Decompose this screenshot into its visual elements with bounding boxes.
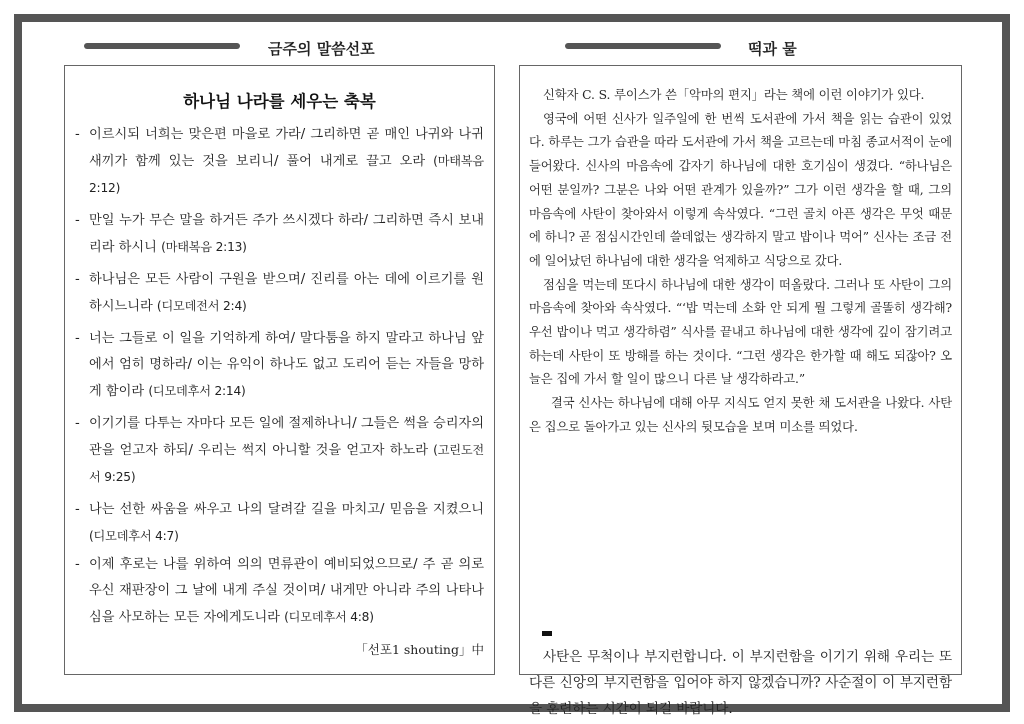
verse-text: 하나님은 모든 사람이 구원을 받으며/ 진리를 아는 데에 이르기를 원하시느니라: [89, 272, 484, 314]
story-paragraph: 결국 신사는 하나님에 대해 아무 지식도 얻지 못한 채 도서관을 나왔다. 사탄은 집으로 돌아가고 있는 신사의 뒷모습을 보며 미소를 띄었다.: [529, 396, 952, 434]
story-text: [529, 84, 952, 440]
left-header-title: 금주의 말씀선포: [268, 40, 375, 58]
section-marker-icon: [542, 631, 552, 636]
verse-item: - 나는 선한 싸움을 싸우고 나의 달려갈 길을 마치고/ 믿음을 지켰으니 (디모데후서 4:7): [75, 502, 484, 543]
verse-item: - 이제 후로는 나를 위하여 의의 면류관이 예비되었으므로/ 주 곧 의로우신 재판장이 그 날에 내게 주실 것이며/ 내게만 아니라 주의 나타나심을 사모하는 모든 자에게도니라 (디모데후서 4:8): [75, 557, 484, 625]
verse-text: 만일 누가 무슨 말을 하거든 주가 쓰시겠다 하라/ 그리하면 즉시 보내리라 하시니: [89, 213, 484, 255]
verse-item: - 하나님은 모든 사람이 구원을 받으며/ 진리를 아는 데에 이르기를 원하시느니라 (디모데전서 2:4): [75, 272, 484, 314]
right-header-title: 떡과 물: [748, 40, 797, 58]
verse-item: - 만일 누가 무슨 말을 하거든 주가 쓰시겠다 하라/ 그리하면 즉시 보내리라 하시니 (마태복음 2:13): [75, 213, 484, 255]
sermon-title: 하나님 나라를 세우는 축복: [183, 92, 376, 111]
closing-paragraph: 사탄은 무척이나 부지런합니다. 이 부지런함을 이기기 위해 우리는 또 다른 신앙의 부지런함을 입어야 하지 않겠습니까? 사순절이 이 부지런함을 훈련하는 시간이 되길 바랍니다.: [529, 649, 952, 717]
left-header-bar: [84, 43, 240, 49]
verse-item: - 이기기를 다투는 자마다 모든 일에 절제하나니/ 그들은 썩을 승리자의 관을 얻고자 하되/ 우리는 썩지 아니할 것을 얻고자 하노라 (고린도전서 9:25): [75, 416, 484, 484]
story-paragraph: 점심을 먹는데 또다시 하나님에 대한 생각이 떠올랐다. 그러나 또 사탄이 그의 마음속에 찾아와 속삭였다. “‘밥 먹는데 소화 안 되게 뭘 그렇게 골똘히 생각해? 우선 밥이나 먹고 생각하렴” 식사를 끝내고 하나님에 대한 생각에 깊이 잠기려고 하는데 사탄이 또 방해를 하는 것이다. “그런 생각은 한가할 때 해도 되잖아? 오늘은 집에 가서 할 일이 많으니 다른 날 생각하라고.”: [529, 277, 952, 387]
verse-reference: (마태복음 2:12): [89, 154, 484, 195]
verse-item: - 이르시되 너희는 맞은편 마을로 가라/ 그리하면 곧 매인 나귀와 나귀 새끼가 함께 있는 것을 보리니/ 풀어 내게로 끌고 오라 (마태복음 2:12): [75, 127, 484, 195]
sermon-box: [64, 65, 495, 675]
story-paragraph: 신학자 C. S. 루이스가 쓴「악마의 편지」라는 책에 이런 이야기가 있다.: [543, 88, 925, 102]
right-header-bar: [565, 43, 721, 49]
verse-reference: (디모데전서 2:4): [156, 299, 247, 313]
verse-item: - 너는 그들로 이 일을 기억하게 하여/ 말다툼을 하지 말라고 하나님 앞에서 엄히 명하라/ 이는 유익이 하나도 없고 도리어 듣는 자들을 망하게 함이라 (디모데후서 2:14): [75, 331, 484, 399]
verse-text: 나는 선한 싸움을 싸우고 나의 달려갈 길을 마치고/ 믿음을 지켰으니: [89, 502, 484, 517]
verse-text: 이제 후로는 나를 위하여 의의 면류관이 예비되었으므로/ 주 곧 의로우신 재판장이 그 날에 내게 주실 것이며/ 내게만 아니라 주의 나타나심을 사모하는 모든 자에게도니라: [89, 557, 484, 625]
verse-list: [75, 122, 484, 636]
verse-reference: (디모데후서 2:14): [148, 384, 246, 398]
verse-reference: (디모데후서 4:7): [89, 529, 179, 543]
verse-reference: (디모데후서 4:8): [284, 610, 374, 624]
story-paragraph: 영국에 어떤 신사가 일주일에 한 번씩 도서관에 가서 책을 읽는 습관이 있었다. 하루는 그가 습관을 따라 도서관에 가서 책을 고르는데 마침 종교서적이 눈에 들어왔다. 신사의 마음속에 갑자기 하나님에 대한 호기심이 생겼다. “하나님은 어떤 분일까? 그분은 나와 어떤 관계가 있을까?” 그가 이런 생각을 할 때, 그의 마음속에 사탄이 찾아와서 이렇게 속삭였다. “그런 골치 아픈 생각은 무엇 때문에 하니? 곧 점심시간인데 쓸데없는 생각하지 말고 밥이나 먹어” 신사는 조금 전에 일어났던 하나님에 대한 생각을 억제하고 식당으로 갔다.: [529, 111, 952, 268]
verse-reference: (고린도전서 9:25): [89, 443, 484, 484]
closing-text: [529, 644, 952, 722]
verse-text: 이기기를 다투는 자마다 모든 일에 절제하나니/ 그들은 썩을 승리자의 관을 얻고자 하되/ 우리는 썩지 아니할 것을 얻고자 하노라: [89, 416, 484, 458]
story-box: [519, 65, 962, 717]
source-citation: 「선포1 shouting」中: [355, 642, 484, 657]
verse-text: 이르시되 너희는 맞은편 마을로 가라/ 그리하면 곧 매인 나귀와 나귀 새끼가 함께 있는 것을 보리니/ 풀어 내게로 끌고 오라: [89, 127, 484, 169]
verse-reference: (마태복음 2:13): [161, 240, 247, 254]
verse-text: 너는 그들로 이 일을 기억하게 하여/ 말다툼을 하지 말라고 하나님 앞에서 엄히 명하라/ 이는 유익이 하나도 없고 도리어 듣는 자들을 망하게 함이라: [89, 331, 484, 399]
